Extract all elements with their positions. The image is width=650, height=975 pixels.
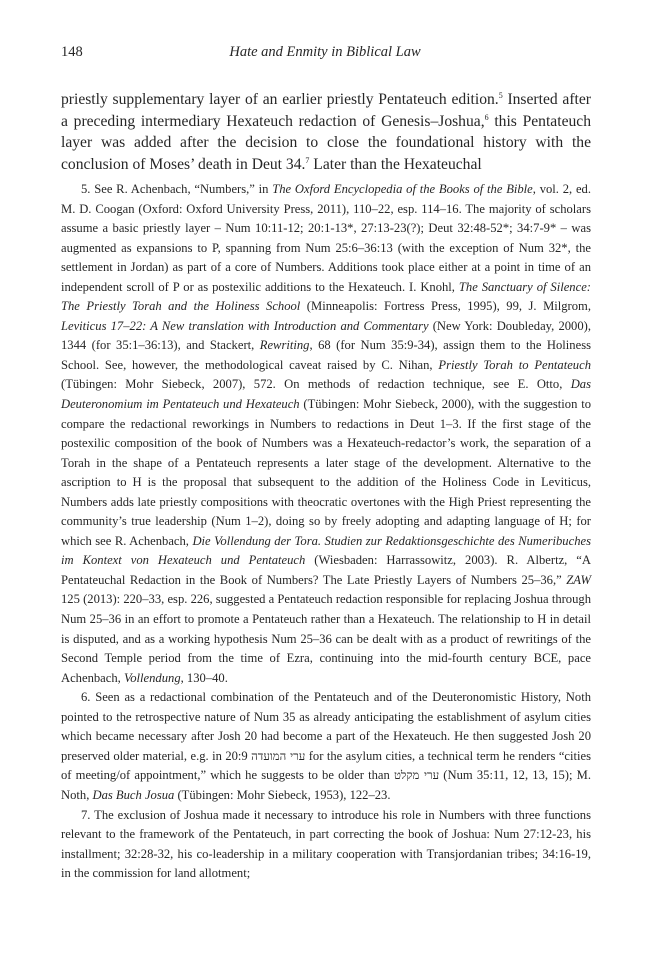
footnote-6: 6. Seen as a redactional combination of the Pentateuch and of the Deuteronomistic History, Noth pointed to the retrospective nature of Num 35 as already anticipating the establishment of asylum cities which became necessary after Josh 20 had become a part of the Hexateuch. He then suggested Josh 20 preserved older material, e.g. in 20:9 ערי המועדה for the asylum cities, a technical term he renders “cities of meeting/of appointment,” which he suggests to be older than ערי מקלט (Num 35:11, 12, 13, 15); M. Noth, Das Buch Josua (Tübingen: Mohr Siebeck, 1953), 122–23. bbox=[61, 690, 591, 802]
footnote-ref-5[interactable]: 5 bbox=[498, 90, 503, 100]
footnote-7: 7. The exclusion of Joshua made it necessary to introduce his role in Numbers with three functions relevant to the framework of the Pentateuch, in part correcting the book of Joshua: Num 27:12-23, his installment; 32:28-32, his co-leadership in a military cooperation with Transjordanian tribes; 34:16-19, in the commission for land allotment; bbox=[61, 807, 591, 881]
main-text bbox=[61, 89, 591, 175]
hebrew-term: ערי המועדה bbox=[251, 748, 306, 763]
footnotes bbox=[61, 180, 591, 884]
page-header bbox=[61, 44, 589, 66]
footnote-5: 5. See R. Achenbach, “Numbers,” in The Oxford Encyclopedia of the Books of the Bible, vol. 2, ed. M. D. Coogan (Oxford: Oxford University Press, 2011), 110–22, esp. 114–16. The majority of scholars assume a basic priestly layer – Num 10:11-12; 20:1-13*, 27:13-23(?); Deut 32:48-52*; 34:7-9* – was augmented as expansions to P, spanning from Num 25:6–36:13 (with the exception of Num 32*, the settlement in Jordan) as part of a core of Numbers. Additions took place either at a point in time of an independent scroll of P or as postexilic additions to the Hexateuch. I. Knohl, The Sanctuary of Silence: The Priestly Torah and the Holiness School (Minneapolis: Fortress Press, 1995), 99, J. Milgrom, Leviticus 17–22: A New translation with Introduction and Commentary (New York: Doubleday, 2000), 1344 (for 35:1–36:13), and Stackert, Rewriting, 68 (for Num 35:9-34), assign them to the Holiness School. See, however, the methodological caveat raised by C. Nihan, Priestly Torah to Pentateuch (Tübingen: Mohr Siebeck, 2007), 572. On methods of redaction technique, see E. Otto, Das Deuteronomium im Pentateuch und Hexateuch (Tübingen: Mohr Siebeck, 2000), with the suggestion to compare the redactional reworkings in Numbers to redactions in Deut 1–3. If the first stage of the postexilic composition of the book of Numbers was a Hexateuch-redactor’s work, the separation of a Torah in the shape of a Pentateuch represents a later stage of the development. Alternative to the ascription to H is the proposal that subsequent to the addition of the Holiness Code in Leviticus, Numbers adds late priestly compositions with theocratic overtones with the High Priest representing the community’s true leadership (Num 1–2), doing so by freely adopting and adapting language of H; for which see R. Achenbach, Die Vollendung der Tora. Studien zur Redaktionsgeschichte des Numeribuches im Kontext von Hexateuch und Pentateuch (Wiesbaden: Harrassowitz, 2003). R. Albertz, “A Pentateuchal Redaction in the Book of Numbers? The Late Priestly Layers of Numbers 25–36,” ZAW 125 (2013): 220–33, esp. 226, suggested a Pentateuch redaction responsible for replacing Joshua through Num 25–36 in an effort to promote a Pentateuch rather than a Hexateuch. The relationship to H in detail is disputed, and as a working hypothesis Num 25–36 can be dealt with as a product of rewritings of the Second Temple period from the time of Ezra, continuing into the mid-fourth century BCE, pace Achenbach, Vollendung, 130–40. bbox=[61, 182, 591, 685]
page-number: 148 bbox=[61, 44, 83, 60]
hebrew-term: ערי מקלט bbox=[393, 768, 440, 783]
footnote-ref-6[interactable]: 6 bbox=[484, 112, 489, 122]
running-title: Hate and Enmity in Biblical Law bbox=[229, 44, 421, 60]
body-paragraph: priestly supplementary layer of an earlier priestly Pentateuch edition.$^5$ Inserted after a preceding intermediary Hexateuch redaction of Genesis–Joshua,$^6$ this Pentateuch layer was added after the decision to close the foundational history with the conclusion of Moses’ death in Deut 34.$^7$ Later than the Hexateuchal bbox=[61, 90, 592, 173]
footnote-ref-7[interactable]: 7 bbox=[305, 155, 310, 165]
